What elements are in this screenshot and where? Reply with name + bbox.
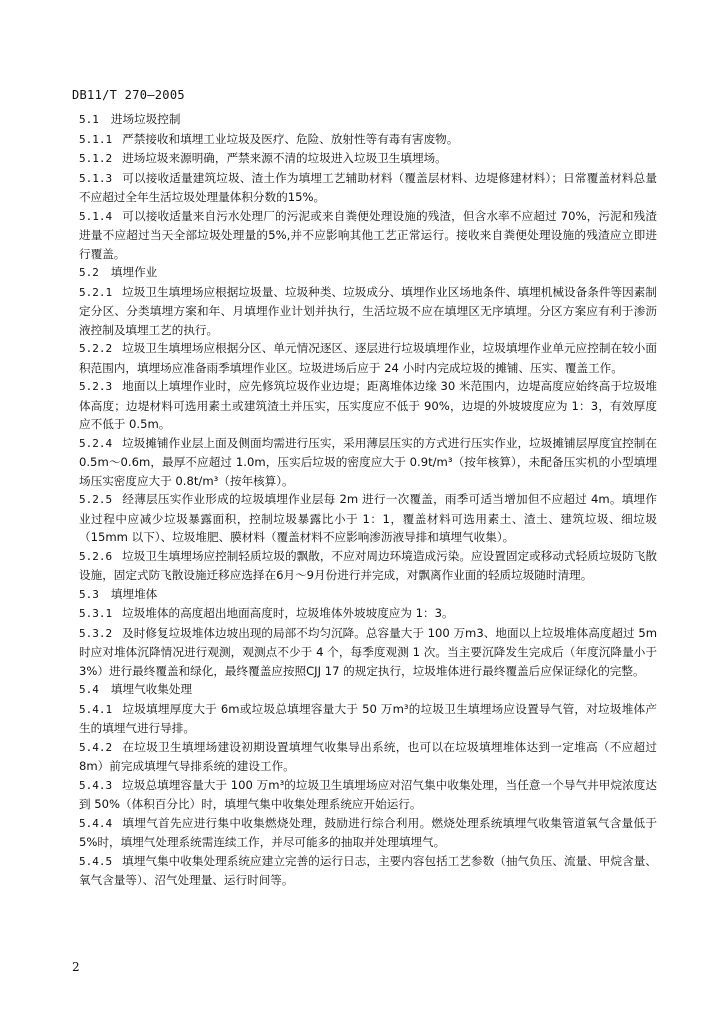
page-number: 2 bbox=[72, 960, 80, 974]
section-heading bbox=[79, 263, 657, 283]
clause-paragraph bbox=[79, 207, 657, 264]
clause-text: 垃圾卫生填埋场应控制轻质垃圾的飘散，不应对周边环境造成污染。应设置固定或移动式轻质垃圾防飞散设施，固定式防飞散设施迁移应选择在6月～9月份进行并完成，对飘离作业面的轻质垃圾随时清理。 bbox=[79, 548, 657, 582]
clause-number: 5.2.5 bbox=[79, 493, 113, 506]
clause-paragraph bbox=[79, 283, 657, 340]
clause-number: 5.2.6 bbox=[79, 549, 113, 563]
clause-number: 5.4.3 bbox=[79, 778, 113, 792]
clause-number: 5.2.3 bbox=[79, 380, 113, 393]
clause-number: 5.3.1 bbox=[79, 607, 113, 620]
clause-text: 垃圾堆体的高度超出地面高度时，垃圾堆体外坡坡度应为 1：3。 bbox=[122, 606, 454, 620]
section-number: 5.2 bbox=[79, 266, 99, 279]
clause-paragraph bbox=[79, 624, 657, 681]
clause-text: 垃圾卫生填埋场应根据分区、单元情况逐区、逐层进行垃圾填埋作业，垃圾填埋作业单元应控制在较小面积范围内，填埋场应准备雨季填埋作业区。垃圾进场后应于 24 小时内完成垃圾的摊铺、压实、覆盖工作。 bbox=[79, 341, 657, 375]
clause-number: 5.1.2 bbox=[79, 152, 113, 165]
section-title: 填埋作业 bbox=[110, 265, 158, 279]
clause-text: 严禁接收和填埋工业垃圾及医疗、危险、放射性等有毒有害废物。 bbox=[122, 131, 459, 146]
clause-text: 垃圾摊铺作业层上面及侧面均需进行压实，采用薄层压实的方式进行压实作业，垃圾摊铺层厚度宜控制在 0.5m～0.6m，最厚不应超过 1.0m，压实后垃圾的密度应大于 0.9t/m³（按年核算），未配备压实机的小型填埋场压实密度应大于 0.8t/m³（按年核算）。 bbox=[79, 435, 657, 488]
section-heading bbox=[79, 680, 657, 700]
section-heading bbox=[79, 110, 657, 130]
clause-text: 填埋气集中收集处理系统应建立完善的运行日志，主要内容包括工艺参数（抽气负压、流量、甲烷含量、氧气含量等）、沼气处理量、运行时间等。 bbox=[79, 853, 657, 887]
clause-text: 垃圾总填埋容量大于 100 万m³的垃圾卫生填埋场应对沼气集中收集处理，当任意一个导气井甲烷浓度达到 50%（体积百分比）时，填埋气集中收集处理系统应开始运行。 bbox=[79, 777, 657, 811]
clause-paragraph bbox=[79, 738, 657, 776]
clause-number: 5.1.3 bbox=[79, 171, 113, 185]
clause-number: 5.2.2 bbox=[79, 342, 113, 355]
clause-number: 5.4.2 bbox=[79, 740, 113, 754]
standard-code-header: DB11/T 270—2005 bbox=[72, 88, 185, 102]
section-heading bbox=[79, 585, 657, 605]
clause-paragraph bbox=[79, 852, 657, 890]
clause-paragraph bbox=[79, 776, 657, 814]
clause-paragraph bbox=[79, 434, 657, 491]
clause-paragraph bbox=[79, 604, 657, 624]
clause-number: 5.1.4 bbox=[79, 209, 113, 223]
section-number: 5.4 bbox=[79, 683, 99, 696]
clause-number: 5.4.5 bbox=[79, 854, 113, 868]
section-title: 填埋堆体 bbox=[110, 586, 158, 601]
clause-number: 5.3.2 bbox=[79, 626, 113, 640]
clause-text: 地面以上填埋作业时，应先修筑垃圾作业边堤；距离堆体边缘 30 米范围内，边堤高度应始终高于垃圾堆体高度；边堤材料可选用素土或建筑渣土并压实，压实度应不低于 90%，边堤的外坡坡度应为 1：3，有效厚度应不低于 0.5m。 bbox=[79, 379, 657, 431]
clause-number: 5.2.4 bbox=[79, 436, 113, 450]
clause-text: 垃圾卫生填埋场应根据垃圾量、垃圾种类、垃圾成分、填埋作业区场地条件、填埋机械设备条件等因素制定分区、分类填埋方案和年、月填埋作业计划并执行，生活垃圾不应在填埋区无序填埋。分区方案应有利于渗沥液控制及填埋工艺的执行。 bbox=[79, 284, 657, 337]
clause-number: 5.2.1 bbox=[79, 285, 113, 299]
clause-number: 5.4.4 bbox=[79, 816, 113, 830]
clause-paragraph bbox=[79, 169, 657, 207]
clause-text: 垃圾填埋厚度大于 6m或垃圾总填埋容量大于 50 万m³的垃圾卫生填埋场应设置导气管，对垃圾堆体产生的填埋气进行导排。 bbox=[79, 701, 657, 735]
clause-paragraph bbox=[79, 130, 657, 150]
clause-paragraph bbox=[79, 700, 657, 738]
clause-paragraph bbox=[79, 149, 657, 169]
clause-text: 经薄层压实作业形成的垃圾填埋作业层每 2m 进行一次覆盖，雨季可适当增加但不应超过 4m。填埋作业过程中应减少垃圾暴露面积，控制垃圾暴露比小于 1：1，覆盖材料可选用素土、渣土、建筑垃圾、细垃圾（15mm 以下）、垃圾堆肥、膜材料（覆盖材料不应影响渗沥液导排和填埋气收集）。 bbox=[79, 492, 657, 544]
section-title: 填埋气收集处理 bbox=[110, 682, 193, 696]
section-number: 5.3 bbox=[79, 587, 99, 601]
clause-paragraph bbox=[79, 547, 657, 585]
clause-paragraph bbox=[79, 814, 657, 852]
clause-paragraph bbox=[79, 490, 657, 547]
section-number: 5.1 bbox=[79, 113, 99, 126]
clause-text: 可以接收适量建筑垃圾、渣土作为填埋工艺辅助材料（覆盖层材料、边堤修建材料）；日常覆盖材料总量不应超过全年生活垃圾处理量体积分数的15%。 bbox=[79, 170, 657, 204]
clause-text: 填埋气首先应进行集中收集燃烧处理，鼓励进行综合利用。燃烧处理系统填埋气收集管道氧气含量低于 5%时，填埋气处理系统需连续工作，并尽可能多的抽取并处理填埋气。 bbox=[79, 815, 657, 849]
clause-text: 在垃圾卫生填埋场建设初期设置填埋气收集导出系统，也可以在垃圾填埋堆体达到一定堆高（不应超过 8m）前完成填埋气导排系统的建设工作。 bbox=[79, 739, 657, 773]
clause-paragraph bbox=[79, 377, 657, 434]
clause-text: 可以接收适量来自污水处理厂的污泥或来自粪便处理设施的残渣，但含水率不应超过 70%，污泥和残渣进量不应超过当天全部垃圾处理量的5%,并不应影响其他工艺正常运行。接收来自粪便处理设施的残渣应立即进行覆盖。 bbox=[79, 208, 657, 261]
section-title: 进场垃圾控制 bbox=[110, 112, 181, 126]
clause-text: 及时修复垃圾堆体边坡出现的局部不均匀沉降。总容量大于 100 万m3、地面以上垃圾堆体高度超过 5m时应对堆体沉降情况进行观测，观测点不少于 4 个，每季度观测 1 次。当主要沉降发生完成后（年度沉降量小于 3%）进行最终覆盖和绿化，最终覆盖应按照CJJ 17 的规定执行，垃圾堆体进行最终覆盖后应保证绿化的完整。 bbox=[79, 625, 657, 678]
clause-paragraph bbox=[79, 339, 657, 377]
clause-number: 5.1.1 bbox=[79, 132, 113, 146]
document-body bbox=[79, 110, 657, 890]
clause-text: 进场垃圾来源明确，严禁来源不清的垃圾进入垃圾卫生填埋场。 bbox=[122, 151, 447, 165]
clause-number: 5.4.1 bbox=[79, 702, 113, 716]
